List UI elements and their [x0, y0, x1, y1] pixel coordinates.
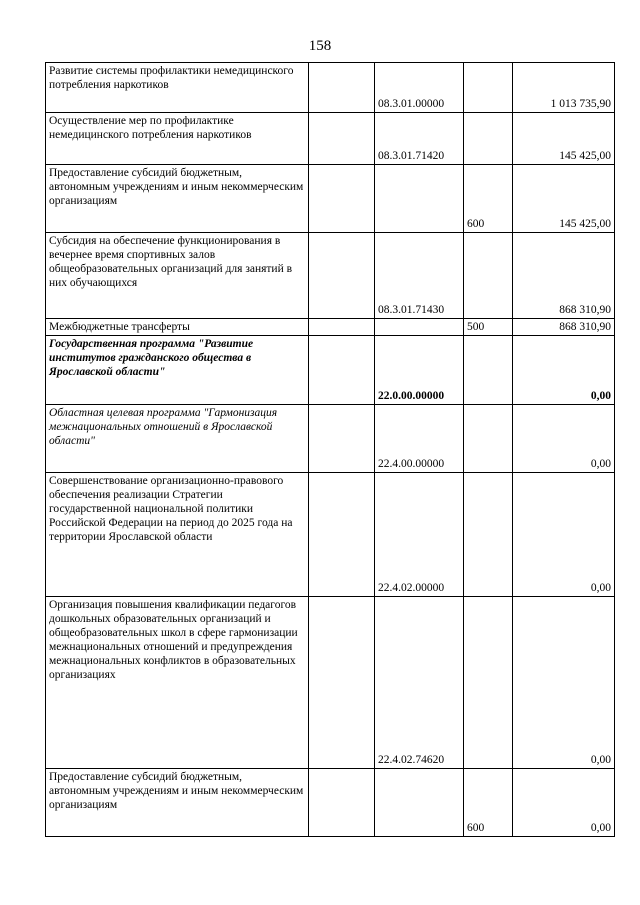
row-amount: 0,00	[513, 769, 615, 837]
row-type	[464, 233, 513, 319]
table-row	[46, 336, 615, 405]
row-code: 08.3.01.71420	[375, 113, 464, 165]
empty-cell	[309, 473, 375, 597]
row-name: Субсидия на обеспечение функционирования в вечернее время спортивных залов общеобразовательных организаций для занятий в них обучающихся	[46, 233, 309, 319]
row-code: 08.3.01.71430	[375, 233, 464, 319]
table-row	[46, 769, 615, 837]
row-type	[464, 405, 513, 473]
row-name: Предоставление субсидий бюджетным, автономным учреждениям и иным некоммерческим организациям	[46, 769, 309, 837]
empty-cell	[309, 405, 375, 473]
empty-cell	[309, 165, 375, 233]
row-name: Развитие системы профилактики немедицинского потребления наркотиков	[46, 63, 309, 113]
row-code	[375, 165, 464, 233]
row-code: 22.4.02.00000	[375, 473, 464, 597]
row-amount: 0,00	[513, 336, 615, 405]
row-name: Предоставление субсидий бюджетным, автономным учреждениям и иным некоммерческим организациям	[46, 165, 309, 233]
budget-table	[45, 62, 615, 837]
table-row	[46, 473, 615, 597]
row-name: Организация повышения квалификации педагогов дошкольных образовательных организаций и общеобразовательных школ в сфере гармонизации межнациональных отношений и предупреждения межнациональных конфликтов в образовательных организациях	[46, 597, 309, 769]
row-amount: 0,00	[513, 597, 615, 769]
page-number: 158	[308, 38, 332, 54]
row-type	[464, 597, 513, 769]
table-row	[46, 233, 615, 319]
table-row	[46, 113, 615, 165]
row-name: Областная целевая программа "Гармонизация межнациональных отношений в Ярославской области"	[46, 405, 309, 473]
table-row	[46, 165, 615, 233]
row-type: 500	[464, 319, 513, 336]
empty-cell	[309, 769, 375, 837]
row-name: Совершенствование организационно-правового обеспечения реализации Стратегии государственной национальной политики Российской Федерации на период до 2025 года на территории Ярославской области	[46, 473, 309, 597]
row-type	[464, 113, 513, 165]
row-type	[464, 63, 513, 113]
row-type: 600	[464, 769, 513, 837]
row-amount: 1 013 735,90	[513, 63, 615, 113]
row-amount: 0,00	[513, 405, 615, 473]
row-amount: 868 310,90	[513, 233, 615, 319]
row-amount: 145 425,00	[513, 165, 615, 233]
table-row	[46, 63, 615, 113]
row-amount: 145 425,00	[513, 113, 615, 165]
row-name: Осуществление мер по профилактике немедицинского потребления наркотиков	[46, 113, 309, 165]
empty-cell	[309, 233, 375, 319]
empty-cell	[309, 63, 375, 113]
row-type	[464, 473, 513, 597]
row-code	[375, 769, 464, 837]
row-code: 08.3.01.00000	[375, 63, 464, 113]
row-code	[375, 319, 464, 336]
table-row	[46, 405, 615, 473]
row-code: 22.4.02.74620	[375, 597, 464, 769]
row-name: Государственная программа "Развитие институтов гражданского общества в Ярославской области"	[46, 336, 309, 405]
table-row	[46, 319, 615, 336]
row-type	[464, 336, 513, 405]
row-code: 22.4.00.00000	[375, 405, 464, 473]
row-amount: 868 310,90	[513, 319, 615, 336]
row-amount: 0,00	[513, 473, 615, 597]
empty-cell	[309, 336, 375, 405]
empty-cell	[309, 319, 375, 336]
row-name: Межбюджетные трансферты	[46, 319, 309, 336]
table-row	[46, 597, 615, 769]
empty-cell	[309, 113, 375, 165]
row-code: 22.0.00.00000	[375, 336, 464, 405]
row-type: 600	[464, 165, 513, 233]
empty-cell	[309, 597, 375, 769]
